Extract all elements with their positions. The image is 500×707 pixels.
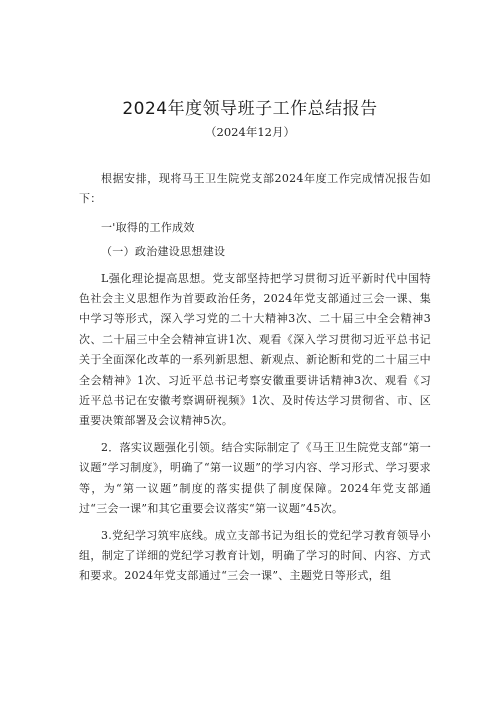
paragraph-2: 2．落实议题强化引领。结合实际制定了《马王卫生院党支部“第一议题”学习制度》，明确了“第一议题”的学习内容、学习形式、学习要求等，为“第一议题”制度的落实提供了制度保障。2024年党支部通过“三会一课”和其它重要会议落实“第一议题”45次。 [79, 440, 431, 516]
paragraph-1: L强化理论提高思想。党支部坚持把学习贯彻习近平新时代中国特色社会主义思想作为首要政治任务，2024年党支部通过三会一课、集中学习等形式，深入学习党的二十大精神3次、二十届三中全会精神3次、二十届三中全会精神宣讲1次、观看《深入学习贯彻习近平总书记关于全面深化改革的一系列新思想、新观点、新论断和党的二十届三中全会精神》1次、习近平总书记考察安徽重要讲话精神3次、观看《习近平总书记在安徽考察调研视频》1次、及时传达学习贯彻省、市、区重要决策部署及会议精神5次。 [79, 271, 431, 428]
subsection-heading: （一）政治建设思想建设 [101, 245, 226, 259]
document-title: 2024年度领导班子工作总结报告 [122, 99, 378, 119]
intro-paragraph: 根据安排，现将马王卫生院党支部2024年度工作完成情况报告如下： [79, 172, 431, 206]
paragraph-3: 3.党纪学习筑牢底线。成立支部书记为组长的党纪学习教育领导小组，制定了详细的党纪学习教育计划，明确了学习的时间、内容、方式和要求。2024年党支部通过“三会一课”、主题党日等形式，组 [79, 528, 431, 583]
document-date: （2024年12月） [205, 125, 295, 139]
document-body [79, 169, 431, 587]
section-heading: 一'取得的工作成效 [101, 220, 195, 234]
